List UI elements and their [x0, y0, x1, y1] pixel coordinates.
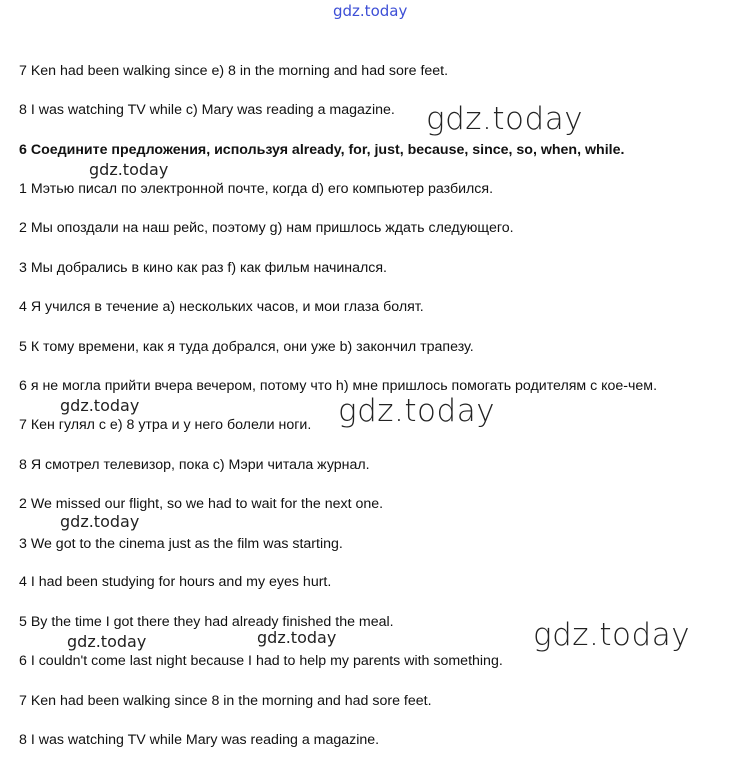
translation-line-5: 5 К тому времени, как я туда добрался, они уже b) закончил трапезу.	[19, 339, 474, 355]
translation-line-1: 1 Мэтью писал по электронной почте, когда d) его компьютер разбился.	[19, 181, 494, 197]
translation-line-4: 4 Я учился в течение a) нескольких часов, и мои глаза болят.	[19, 299, 424, 315]
watermark-large-1: gdz.today	[426, 101, 584, 137]
watermark-small-5: gdz.today	[257, 628, 337, 647]
answer-line-en-8: 8 I was watching TV while c) Mary was reading a magazine.	[19, 102, 395, 118]
sentence-line-8: 8 I was watching TV while Mary was reading a magazine.	[19, 732, 380, 748]
translation-line-3: 3 Мы добрались в кино как раз f) как фильм начинался.	[19, 260, 387, 276]
sentence-line-7: 7 Ken had been walking since 8 in the morning and had sore feet.	[19, 693, 432, 709]
translation-line-2: 2 Мы опоздали на наш рейс, поэтому g) нам пришлось ждать следующего.	[19, 220, 514, 236]
watermark-large-3: gdz.today	[533, 617, 691, 653]
sentence-line-2: 2 We missed our flight, so we had to wait for the next one.	[19, 496, 384, 512]
watermark-small-1: gdz.today	[89, 160, 169, 179]
sentence-line-5: 5 By the time I got there they had already finished the meal.	[19, 614, 394, 630]
watermark-small-3: gdz.today	[60, 512, 140, 531]
sentence-line-6: 6 I couldn't come last night because I had to help my parents with something.	[19, 653, 503, 669]
translation-line-6: 6 я не могла прийти вчера вечером, потому что h) мне пришлось помогать родителям с кое-чем.	[19, 378, 658, 394]
translation-line-8: 8 Я смотрел телевизор, пока c) Мэри читала журнал.	[19, 457, 370, 473]
sentence-line-4: 4 I had been studying for hours and my eyes hurt.	[19, 574, 332, 590]
exercise-6-heading: 6 Соедините предложения, используя already, for, just, because, since, so, when, while.	[19, 142, 625, 158]
watermark-small-4: gdz.today	[67, 632, 147, 651]
watermark-large-2: gdz.today	[338, 393, 496, 429]
sentence-line-3: 3 We got to the cinema just as the film was starting.	[19, 536, 343, 552]
translation-line-7: 7 Кен гулял с e) 8 утра и у него болели ноги.	[19, 417, 312, 433]
answer-line-en-7: 7 Ken had been walking since e) 8 in the morning and had sore feet.	[19, 63, 449, 79]
watermark-top: gdz.today	[333, 2, 408, 20]
watermark-small-2: gdz.today	[60, 396, 140, 415]
